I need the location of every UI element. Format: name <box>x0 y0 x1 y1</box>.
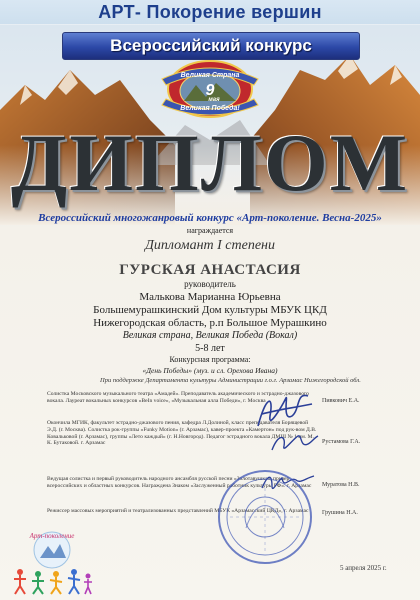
jury-description: Ведущая солистка и первый руководитель народного ансамбля русской песни «Золотавушка», призер всероссийских и областных конкурсов. Награждена Знаком «Заслуженный работник культуры РФ». г. Арзамас <box>47 476 312 489</box>
awarded-label: награждается <box>186 226 234 235</box>
top-title-banner <box>0 0 420 24</box>
contest-banner-label: Всероссийский конкурс <box>110 36 312 55</box>
jury-name: Грушина Н.А. <box>322 510 358 516</box>
official-stamp <box>216 468 314 566</box>
organization: Большемурашкинский Дом культуры МБУК ЦКД <box>93 304 327 316</box>
contest-name: Всероссийский многожанровый конкурс «Арт-поколение. Весна-2025» <box>38 212 382 224</box>
art-generation-logo <box>8 524 96 596</box>
support-note: При поддержке Департамента культуры Администрации г.о.г. Арзамас Нижегородской обл. <box>100 377 361 384</box>
jury-name: Пивкович Е.А. <box>322 398 360 404</box>
jury-description: Режиссер массовых мероприятий и театрализованных представлений МБУК «Арзамасский ЦКД», г. Арзамас <box>47 508 309 514</box>
jury-name: Муратова Н.В. <box>322 482 360 488</box>
leader-name: Малькова Марианна Юрьевна <box>139 291 281 303</box>
age-group: 5-8 лет <box>195 343 225 354</box>
top-title: АРТ- Покорение вершин <box>98 2 322 22</box>
issue-date: 5 апреля 2025 г. <box>340 564 387 572</box>
program: «День Победы» (муз. и сл. Орехова Ивана) <box>142 366 278 375</box>
diploma-degree: Дипломант I степени <box>145 238 275 253</box>
location: Нижегородская область, р.п Большое Мурашкино <box>93 317 327 329</box>
category: Великая страна, Великая Победа (Вокал) <box>122 330 298 341</box>
emblem-line2: мая <box>208 97 220 103</box>
leader-role-label: руководитель <box>184 279 236 289</box>
recipient-name: ГУРСКАЯ АНАСТАСИЯ <box>119 262 301 278</box>
logo-text: Арт-поколение <box>29 532 75 540</box>
program-label: Конкурсная программа: <box>169 355 251 364</box>
signature-2 <box>268 428 320 458</box>
jury-name: Рустамова Г.А. <box>322 439 361 445</box>
emblem-number: 9 <box>205 82 215 99</box>
jury-description: Солистка Московского музыкального театра «Амадей». Преподаватель академического и эстрадно-джазового вокала. Лауреат вокальных конкурсов «BeIn voice», «Музыкальная алла Победи», г. Москва <box>47 391 309 404</box>
emblem-line3: Великая Победа! <box>180 105 240 112</box>
emblem-line1: Великая Страна <box>180 72 240 79</box>
victory-emblem <box>154 55 266 121</box>
diploma-title: ДИПЛОМ <box>10 117 410 208</box>
jury-description: Окончила МГИК, факультет эстрадно-джазового пения, кафедра Л.Долиной, класс преподавателя Борящевой Э.Д. (г. Москва). Солистка рок-группы «Funky Motion» (г. Арзамас), кавер-проекта «Камертон» под рук-вом Д.В. Ковальковой (г. Арзамас), группы «Лето каждый» (г. Н.Новгород). Педагог эстрадного вокала ДМШ № 1 им. М. К. Бутаковой. г. Арзамас <box>47 420 317 447</box>
